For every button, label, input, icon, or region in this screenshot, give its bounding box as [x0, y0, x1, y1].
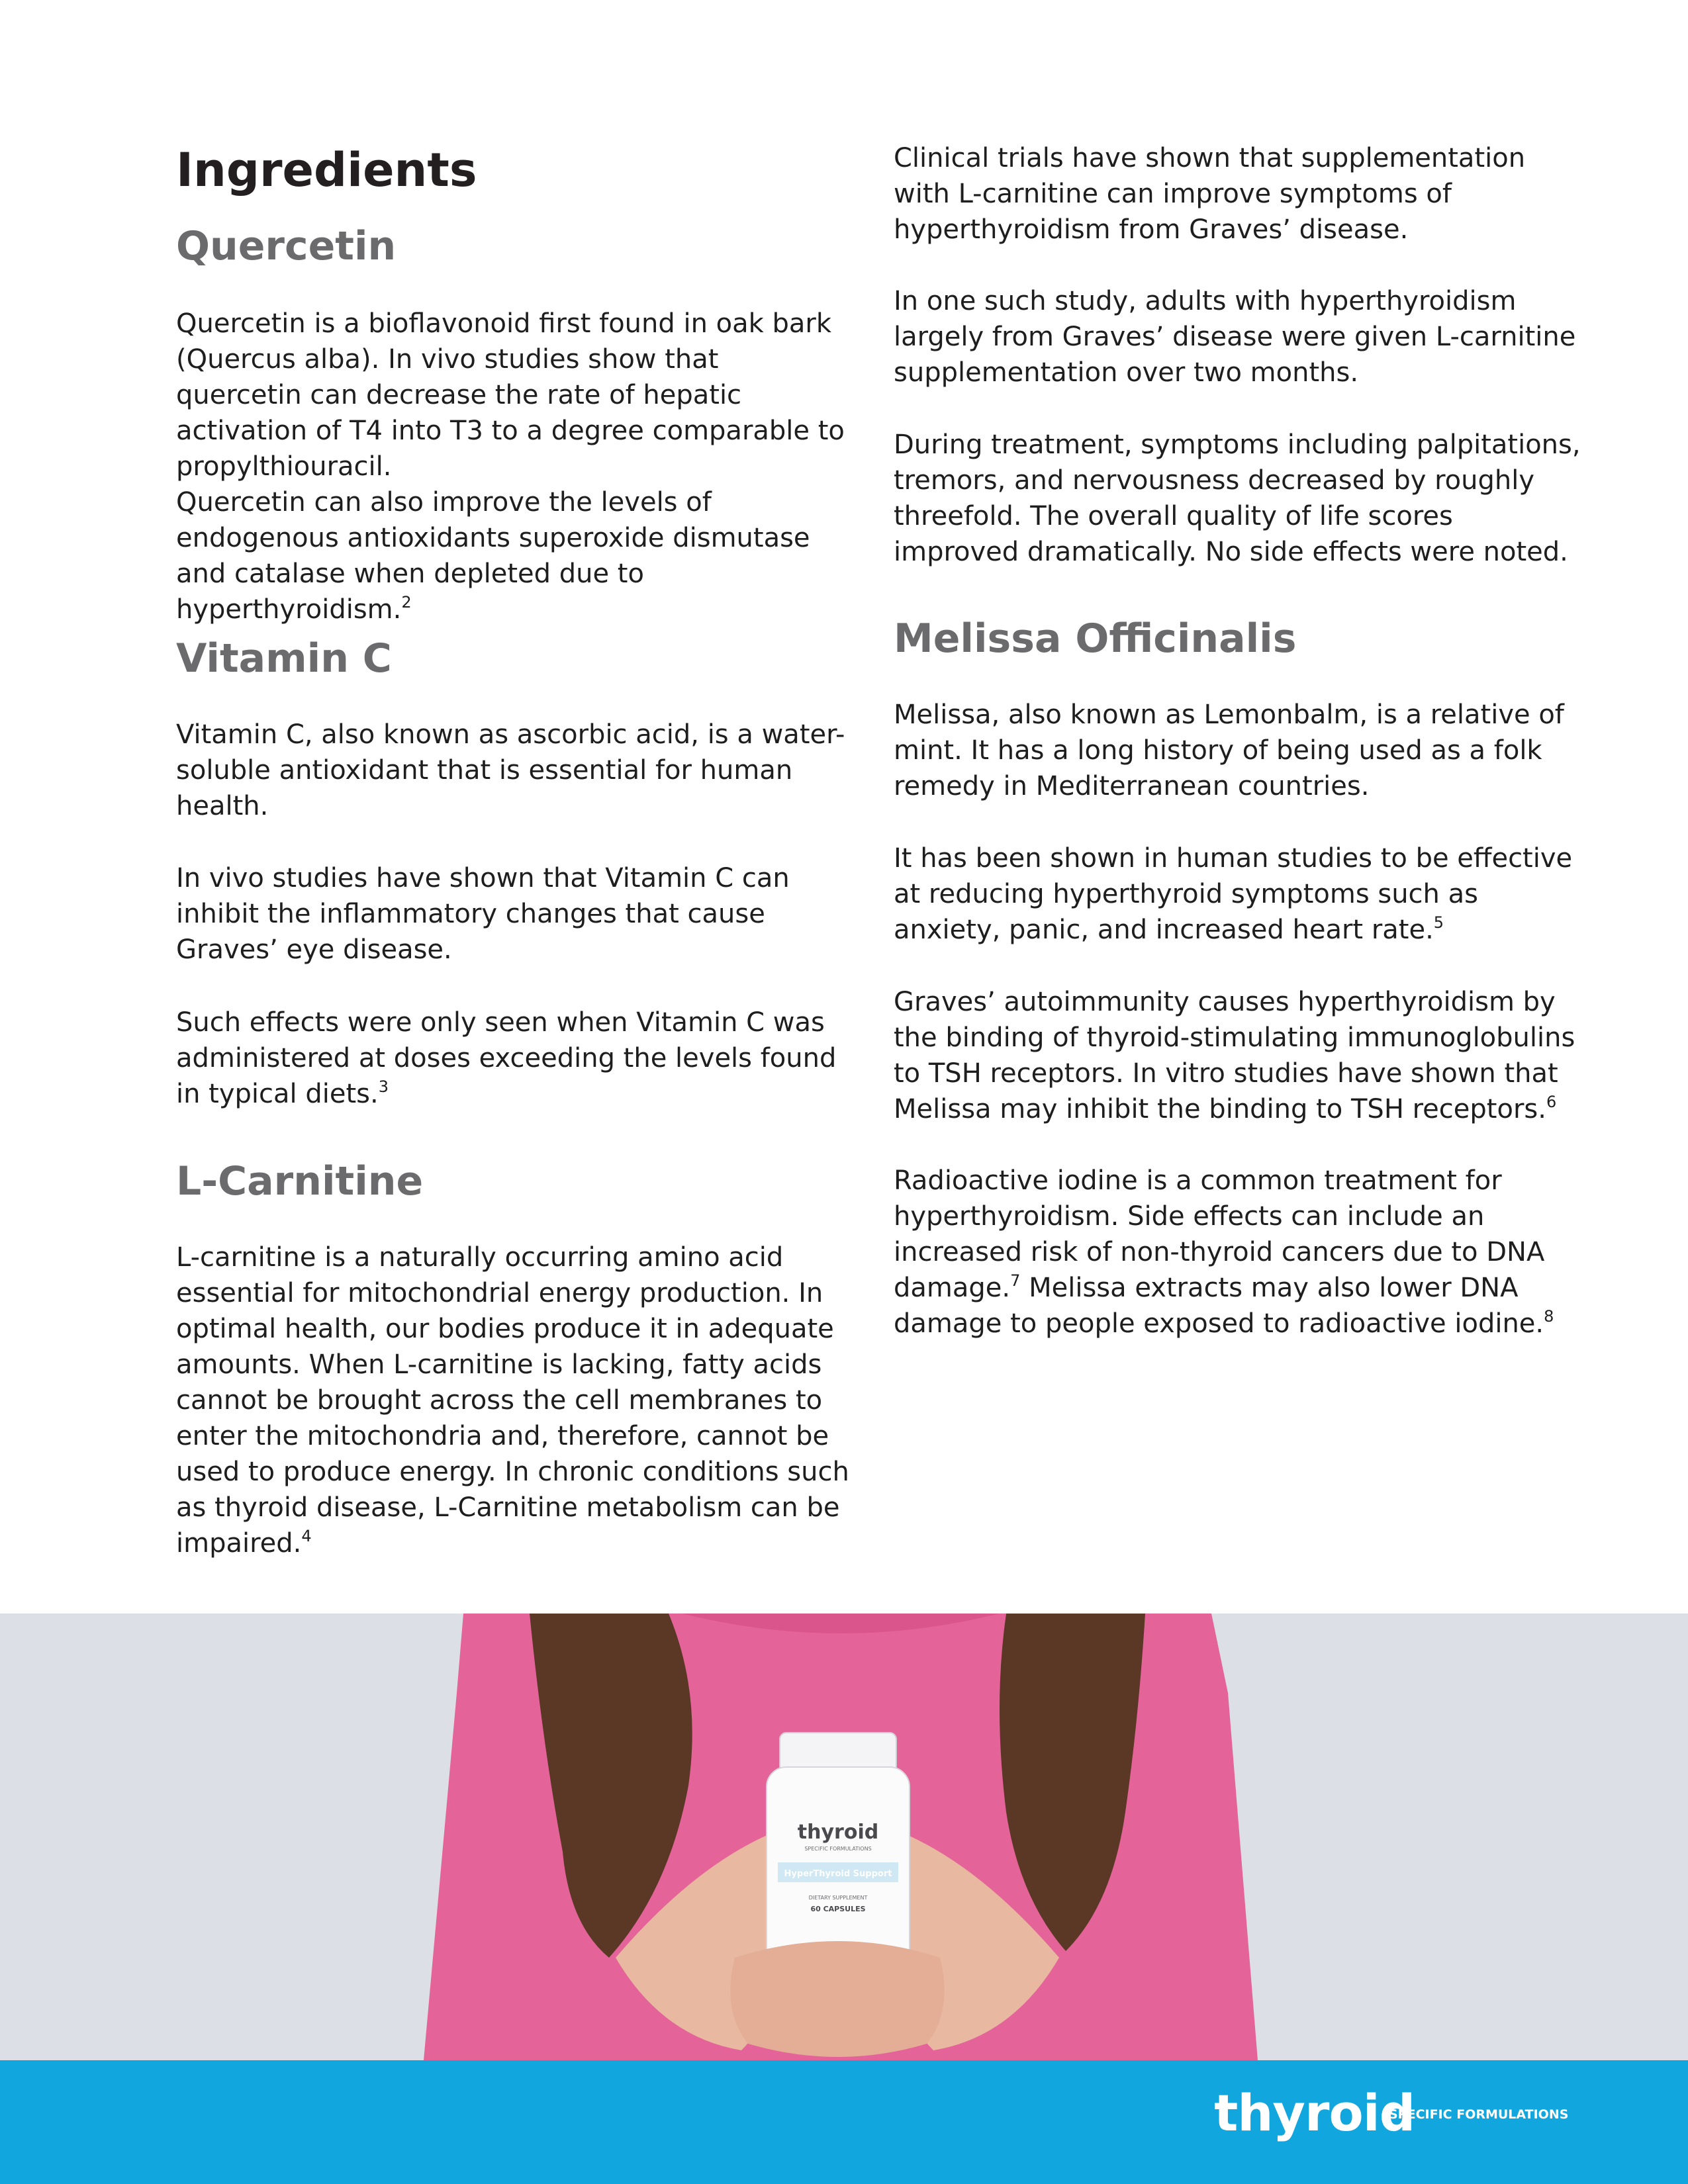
- footnote-ref: 7: [1010, 1271, 1021, 1290]
- bottle-product: HyperThyroid Support: [784, 1869, 892, 1879]
- footer-logo-tagline: SPECIFIC FORMULATIONS: [1389, 2107, 1569, 2122]
- bottle-type: DIETARY SUPPLEMENT: [808, 1895, 868, 1901]
- vitamin-c-heading: Vitamin C: [176, 635, 392, 682]
- footer-logo: thyroid: [1214, 2083, 1415, 2142]
- bottle-subbrand: SPECIFIC FORMULATIONS: [804, 1846, 872, 1852]
- photo-illustration: [0, 1614, 1688, 2060]
- bottle-brand: thyroid: [797, 1821, 879, 1844]
- footnote-ref: 5: [1433, 913, 1444, 932]
- l-carnitine-heading: L-Carnitine: [176, 1158, 424, 1205]
- footnote-ref: 4: [301, 1527, 312, 1545]
- quercetin-heading: Quercetin: [176, 223, 397, 269]
- footnote-ref: 2: [401, 593, 412, 612]
- l-carnitine-paragraph-1: L-carnitine is a naturally occurring amino acid essential for mitochondrial energy production. In optimal health, our bodies produce it in adequate amounts. When L-carnitine is lacking, fatty acids cannot be brought across the cell membranes to enter the mitochondria and, therefore, cannot be used to produce energy. In chronic conditions such as thyroid disease, L-Carnitine metabolism can be impaired.$^4$: [176, 1242, 849, 1559]
- melissa-paragraph-1: Melissa, also known as Lemonbalm, is a relative of mint. It has a long history of being used as a folk remedy in Mediterranean countries.: [894, 700, 1564, 801]
- footnote-ref: 8: [1544, 1307, 1554, 1326]
- melissa-paragraph-4: Radioactive iodine is a common treatment for hyperthyroidism. Side effects can include an increased risk of non-thyroid cancers due to DNA damage.$^7$ Melissa extracts may also lower DNA damage to people exposed to radioactive iodine.$^8$: [894, 1165, 1554, 1339]
- footnote-ref: 6: [1546, 1093, 1557, 1111]
- l-carnitine-paragraph-2: Clinical trials have shown that supplementation with L-carnitine can improve symptoms of hyperthyroidism from Graves’ disease.: [894, 143, 1526, 245]
- melissa-heading: Melissa Officinalis: [894, 615, 1297, 662]
- vitamin-c-paragraph-1: Vitamin C, also known as ascorbic acid, is a water-soluble antioxidant that is essential for human health.: [176, 719, 845, 821]
- quercetin-paragraph-1: Quercetin is a bioflavonoid first found in oak bark (Quercus alba). In vivo studies show that quercetin can decrease the rate of hepatic activation of T4 into T3 to a degree comparable to propylthiouracil.: [176, 308, 845, 482]
- l-carnitine-paragraph-4: During treatment, symptoms including palpitations, tremors, and nervousness decreased by roughly threefold. The overall quality of life scores improved dramatically. No side effects were noted.: [894, 430, 1581, 567]
- melissa-paragraph-2: It has been shown in human studies to be effective at reducing hyperthyroid symptoms such as anxiety, panic, and increased heart rate.$^5$: [894, 843, 1573, 945]
- melissa-paragraph-3: Graves’ autoimmunity causes hyperthyroidism by the binding of thyroid-stimulating immunoglobulins to TSH receptors. In vitro studies have shown that Melissa may inhibit the binding to TSH receptors.$^6$: [894, 987, 1575, 1124]
- footer-bar: [0, 2060, 1688, 2184]
- footnote-ref: 3: [378, 1077, 389, 1096]
- bottle-count: 60 CAPSULES: [810, 1905, 866, 1913]
- product-photo: [0, 1614, 1688, 2060]
- quercetin-paragraph-2: Quercetin can also improve the levels of endogenous antioxidants superoxide dismutase and catalase when depleted due to hyperthyroidism.$^2$: [176, 487, 810, 625]
- cupped-fingers: [730, 1941, 944, 2057]
- l-carnitine-paragraph-3: In one such study, adults with hyperthyroidism largely from Graves’ disease were given L-carnitine supplementation over two months.: [894, 286, 1576, 388]
- vitamin-c-paragraph-3: Such effects were only seen when Vitamin C was administered at doses exceeding the levels found in typical diets.$^3$: [176, 1007, 837, 1109]
- page-title: Ingredients: [176, 143, 477, 197]
- vitamin-c-paragraph-2: In vivo studies have shown that Vitamin C can inhibit the inflammatory changes that cause Graves’ eye disease.: [176, 863, 790, 965]
